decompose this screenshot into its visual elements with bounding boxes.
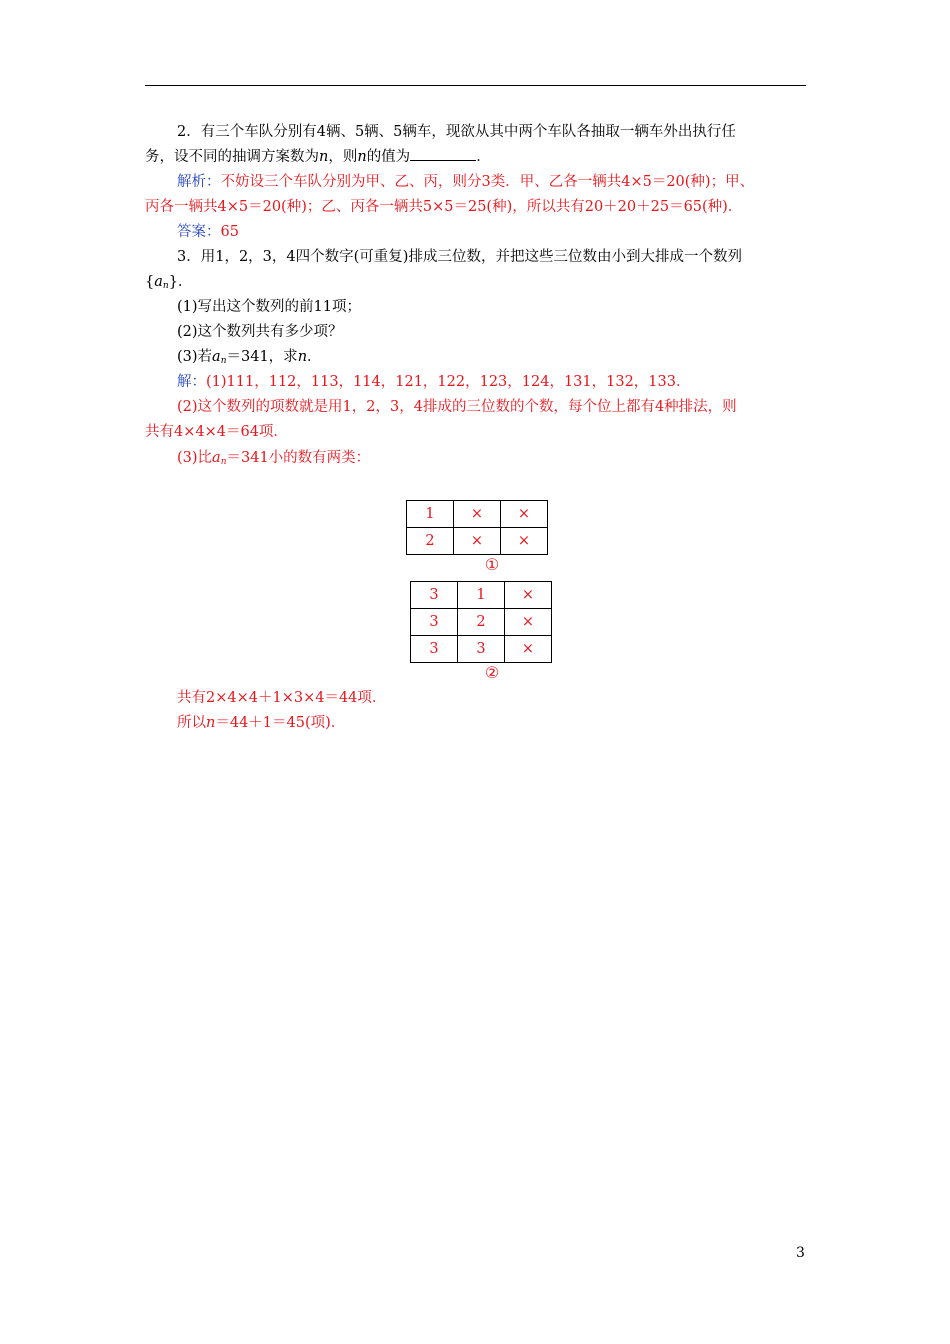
table-row bbox=[411, 609, 552, 636]
q2-line1: 2．有三个车队分别有4辆、5辆、5辆车，现欲从其中两个车队各抽取一辆车外出执行任 bbox=[177, 124, 736, 140]
page-number: 3 bbox=[796, 1245, 805, 1261]
table-row bbox=[407, 501, 548, 528]
table-cell: × bbox=[454, 501, 501, 528]
table-cell: × bbox=[505, 636, 552, 663]
table-cell: 3 bbox=[458, 636, 505, 663]
table-cell: 3 bbox=[411, 609, 458, 636]
q2-line2: 务，设不同的抽调方案数为n，则n的值为 ． bbox=[145, 146, 806, 168]
q3-part2: (2)这个数列共有多少项？ bbox=[177, 324, 343, 340]
q2-answer: 答案：65 bbox=[177, 224, 239, 240]
q3-seq: $\{a_n\}$． bbox=[145, 274, 193, 291]
q3-total: 共有2×4×4＋1×3×4＝44项． bbox=[177, 690, 387, 706]
table-cell: 2 bbox=[458, 609, 505, 636]
q3-sol1: 解：(1)111，112，113，114，121，122，123，124，131，132，133． bbox=[177, 374, 691, 390]
table-row bbox=[411, 636, 552, 663]
q3-part3: (3)若$a_n=341$，求n． bbox=[177, 349, 322, 366]
q3-final: 所以n＝44＋1＝45(项)． bbox=[177, 715, 346, 731]
table-cell: × bbox=[501, 501, 548, 528]
table-cell: 3 bbox=[411, 636, 458, 663]
q2-jiexi1: 解析：不妨设三个车队分别为甲、乙、丙，则分3类．甲、乙各一辆共4×5＝20(种)；甲、 bbox=[177, 174, 755, 190]
q2-jiexi2: 丙各一辆共4×5＝20(种)；乙、丙各一辆共5×5＝25(种)，所以共有20＋20＋25＝65(种)． bbox=[145, 199, 743, 215]
q3-part1: (1)写出这个数列的前11项； bbox=[177, 299, 361, 315]
table-cell: × bbox=[501, 528, 548, 555]
table-cell: × bbox=[505, 582, 552, 609]
table-cell: 2 bbox=[407, 528, 454, 555]
q3-sol2b: 共有4×4×4＝64项． bbox=[145, 424, 288, 440]
table-row bbox=[411, 582, 552, 609]
table-cell: × bbox=[454, 528, 501, 555]
q3-sol2a: (2)这个数列的项数就是用1，2，3，4排成的三位数的个数，每个位上都有4种排法，则 bbox=[177, 399, 737, 415]
table-cell: 1 bbox=[458, 582, 505, 609]
caption-1: ① bbox=[484, 555, 500, 574]
table-case-2 bbox=[410, 581, 552, 663]
answer-blank bbox=[410, 146, 476, 161]
table-cell: 3 bbox=[411, 582, 458, 609]
header-rule bbox=[145, 85, 806, 86]
q3-sol3: (3)比$a_n=341$小的数有两类： bbox=[177, 450, 371, 467]
table-row bbox=[407, 528, 548, 555]
q3-line1: 3．用1，2，3，4四个数字(可重复)排成三位数，并把这些三位数由小到大排成一个数列 bbox=[177, 249, 742, 265]
table-case-1 bbox=[406, 500, 548, 555]
table-cell: 1 bbox=[407, 501, 454, 528]
caption-2: ② bbox=[484, 663, 500, 682]
table-cell: × bbox=[505, 609, 552, 636]
